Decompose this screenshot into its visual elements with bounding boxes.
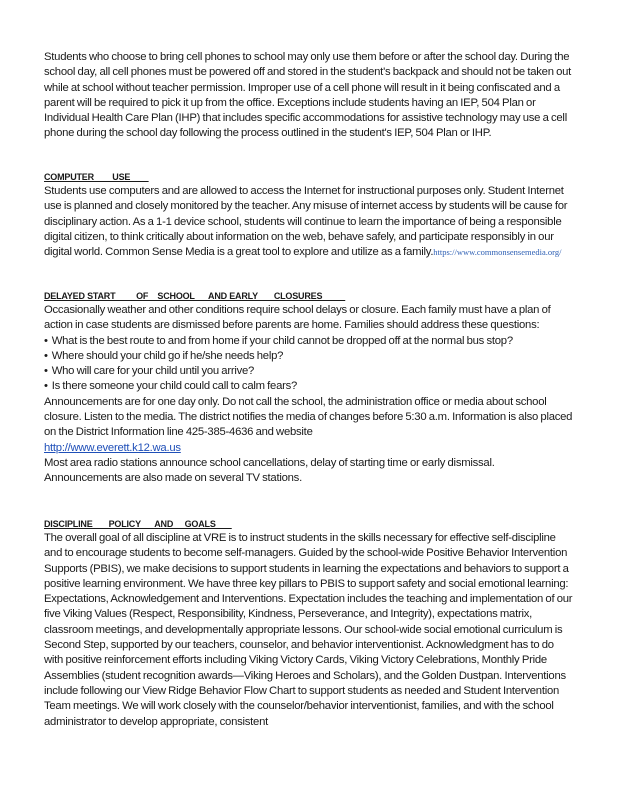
computer-use-section (44, 171, 574, 260)
computer-use-text: Students use computers and are allowed to access the Internet for instructional purposes only. Student Internet use is planned and closely monitored by the teacher. Any misuse of internet access by students will be cause for disciplinary action. As a 1-1 device school, students will continue to learn the importance of being a responsible digital citizen, to think critically about information on the web, behave safely, and participate responsibly in our digital world. Common Sense Media is a great tool to explore and utilize as a family. (44, 185, 568, 259)
announcements-paragraph (44, 395, 574, 456)
delayed-start-section (44, 290, 574, 487)
common-sense-media-link[interactable]: https://www.commonsensemedia.org/ (433, 247, 562, 258)
discipline-section (44, 518, 574, 730)
delayed-start-paragraph: Occasionally weather and other conditions require school delays or closure. Each family must have a plan of action in case students are dismissed before parents are home. Families should address these questions: (44, 304, 551, 332)
district-website-link[interactable]: http://www.everett.k12.wa.us (44, 441, 181, 454)
discipline-paragraph: The overall goal of all discipline at VRE is to instruct students in the skills necessary for effective self-discipline and to encourage students to become self-managers. Guided by the school-wide Positive Behavior Intervention Supports (PBIS), we make decisions to support students in learning the expectations and behaviors to support a positive learning environment. We have three key pillars to PBIS to support safety and social emotional learning: Expectations, Acknowledgement and Interventions. Expectation includes the teaching and implementation of our five Viking Values (Respect, Responsibility, Kindness, Perseverance, and Integrity), expectations matrix, classroom meetings, and developmentally appropriate lessons. Our school-wide social emotional curriculum is Second Step, supported by our teachers, counselor, and behavior interventionist. Acknowledgment has to do with positive reinforcement efforts including Viking Victory Cards, Viking Victory Celebrations, Monthly Pride Assemblies (student recognition awards—Viking Heroes and Scholars), and the Golden Dustpan. Interventions include following our View Ridge Behavior Flow Chart to support students as needed and Student Intervention Team meetings. We will work closely with the counselor/behavior interventionist, families, and with the school administrator to develop appropriate, consistent (44, 532, 573, 728)
list-item: • Who will care for your child until you arrive? (44, 364, 574, 379)
family-questions-list (44, 334, 574, 395)
discipline-heading: DISCIPLINE POLICY AND GOALS (44, 519, 232, 529)
list-item: • What is the best route to and from home if your child cannot be dropped off at the normal bus stop? (44, 334, 574, 349)
cell-phone-paragraph: Students who choose to bring cell phones to school may only use them before or after the school day. During the school day, all cell phones must be powered off and stored in the student's backpack and should not be taken out while at school without teacher permission. Improper use of a cell phone will result in it being confiscated and a parent will be required to pick it up from the office. Exceptions include students having an IEP, 504 Plan or Individual Health Care Plan (IHP) that includes specific accommodations for assistive technology may use a cell phone during the school day following the process outlined in the student's IEP, 504 Plan or IHP. (44, 51, 572, 140)
cell-phone-section (44, 50, 574, 142)
list-item: • Is there someone your child could call to calm fears? (44, 379, 574, 394)
delayed-start-heading: DELAYED START OF SCHOOL AND EARLY CLOSURES (44, 291, 346, 301)
computer-use-paragraph (44, 184, 574, 260)
announcements-text: Announcements are for one day only. Do not call the school, the administration office or media about school closure. Listen to the media. The district notifies the media of changes before 5:30 a.m. Information is also placed on the District Information line 425-385-4636 and website (44, 395, 573, 439)
list-item: • Where should your child go if he/she needs help? (44, 349, 574, 364)
computer-use-heading: COMPUTER USE (44, 172, 149, 182)
radio-paragraph: Most area radio stations announce school cancellations, delay of starting time or early dismissal. Announcements are also made on several TV stations. (44, 456, 495, 485)
